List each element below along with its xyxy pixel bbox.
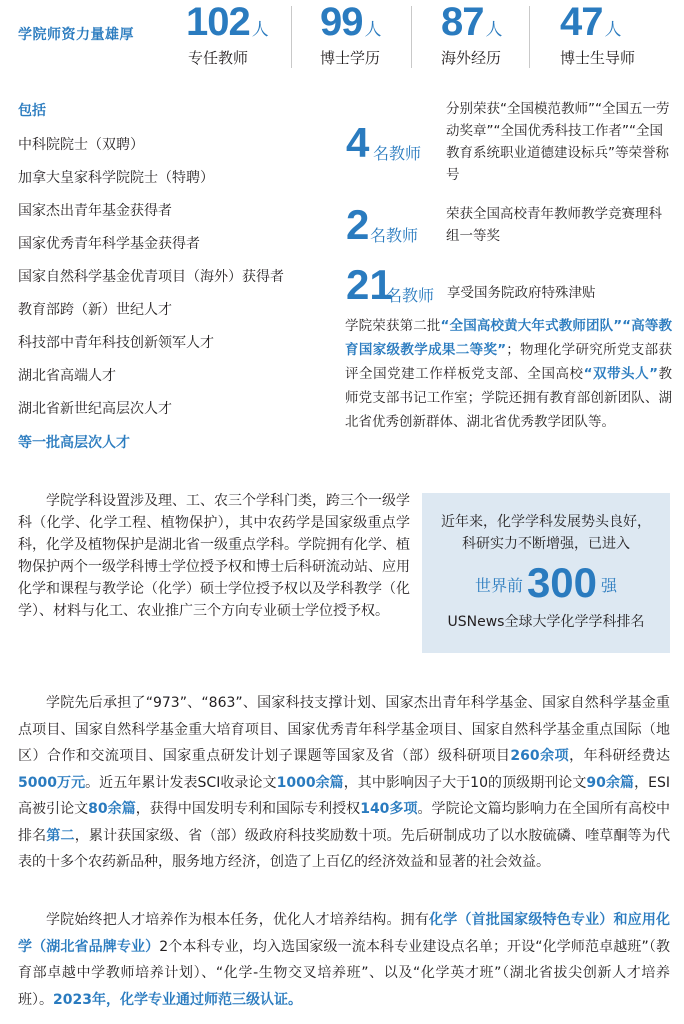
- text-run: 2个本科专业，均入选国家级一流本科专业建设点名单；开设“化学师范卓越班”（教育部卓越中学教师培养计划）、“化学-生物交叉培养班”、以及“化学英才班”（湖北省拔尖创新人才培养班）。: [18, 938, 670, 1008]
- stat-label: 海外经历: [441, 49, 502, 67]
- talent-list-footer: 等一批高层次人才: [18, 435, 130, 451]
- ranking-line-2: 科研实力不断增强，已进入: [462, 536, 630, 552]
- stat-unit: 人: [251, 20, 269, 40]
- highlight-certification: 2023年，化学专业通过师范三级认证。: [53, 991, 302, 1008]
- text-run: 学院先后承担了“973”、“863”、国家科技支撑计划、国家杰出青年科学基金、国家自然科学基金重点项目、国家自然科学基金重大培育项目、国家优秀青年科学基金项目、国家自然科学基金重点国际（地区）合作和交流项目、国家重点研发计划子课题等国家及省（部）级科研项目: [18, 695, 670, 764]
- highlight-ranking: 第二: [46, 827, 75, 844]
- honor-description: 享受国务院政府特殊津贴: [447, 285, 596, 301]
- text-run: ，ESI高被引论文: [18, 774, 670, 817]
- list-item: 国家杰出青年基金获得者: [18, 203, 172, 219]
- text-run: 。近五年累计发表SCI收录论文: [85, 774, 277, 791]
- list-item: 中科院院士（双聘）: [18, 137, 144, 153]
- stat-label: 专任教师: [188, 49, 249, 67]
- text-run: 。学院论文篇均影响力在全国所有高校中排名: [18, 801, 671, 844]
- stat-value: 102: [186, 0, 250, 44]
- highlight-esi: 80余篇: [88, 801, 136, 817]
- stat-value: 99: [320, 0, 363, 44]
- highlight-projects: 260余项: [510, 748, 570, 764]
- honor-count: 21: [346, 261, 393, 308]
- list-item: 科技部中青年科技创新领军人才: [18, 335, 214, 351]
- list-item: 教育部跨（新）世纪人才: [18, 302, 172, 318]
- honor-count: 2: [346, 201, 370, 248]
- text-run: 教师党支部书记工作室；学院还拥有教育部创新团队、湖北省优秀创新群体、湖北省优秀教学团队等。: [345, 366, 673, 430]
- research-paragraph: [18, 690, 670, 876]
- talent-list: [18, 135, 338, 432]
- stat-divider: [411, 6, 412, 68]
- honor-unit: 名教师: [386, 286, 435, 305]
- ranking-highlight: [422, 559, 670, 607]
- text-run: ，获得中国发明专利和国际专利授权: [135, 801, 361, 817]
- highlight-double-leader: “双带头人”: [583, 366, 658, 382]
- stat-unit: 人: [604, 20, 622, 40]
- list-item: 湖北省高端人才: [18, 368, 116, 384]
- honor-count: 4: [346, 119, 370, 166]
- highlight-sci-papers: 1000余篇: [276, 774, 344, 791]
- honor-unit: 名教师: [370, 226, 419, 245]
- stat-value: 47: [560, 0, 603, 44]
- highlight-team-award: “全国高校黄大年式教师团队”“高等教育国家级教学成果二等奖”: [345, 318, 672, 358]
- text-run: ，累计获国家级、省（部）级政府科技奖励数十项。先后研制成功了以水胺硫磷、喹草酮等为代表的十多个农药新品种，服务地方经济，创造了上百亿的经济效益和显著的社会效益。: [18, 827, 671, 870]
- highlight-patents: 140多项: [360, 801, 418, 817]
- stat-divider: [291, 6, 292, 68]
- list-item: 国家自然科学基金优青项目（海外）获得者: [18, 269, 284, 285]
- ranking-suffix: 强: [601, 576, 618, 595]
- list-item: 国家优秀青年科学基金获得者: [18, 236, 200, 252]
- text-run: 学院荣获第二批: [345, 318, 441, 334]
- stats-heading: 学院师资力量雄厚: [18, 27, 134, 43]
- ranking-source: USNews全球大学化学学科排名: [447, 614, 645, 630]
- text-run: 学院始终把人才培养作为根本任务，优化人才培养结构。拥有: [46, 912, 430, 928]
- stat-label: 博士学历: [320, 49, 381, 67]
- ranking-line-1: 近年来，化学学科发展势头良好，: [441, 514, 651, 530]
- honors-paragraph: [345, 314, 672, 434]
- highlight-funding: 5000万元: [18, 774, 86, 791]
- discipline-paragraph: 学院学科设置涉及理、工、农三个学科门类，跨三个一级学科（化学、化学工程、植物保护），其中农药学是国家级重点学科，化学及植物保护是湖北省一级重点学科。学院拥有化学、植物保护两个一级学科博士学位授予权和博士后科研流动站、应用化学和课程与教学论（化学）硕士学位授予权以及学科教学（化学）、材料与化工、农业推广三个方向专业硕士学位授予权。: [18, 493, 410, 619]
- ranking-prefix: 世界前: [474, 576, 523, 595]
- text-run: ，其中影响因子大于10的顶级期刊论文: [343, 774, 587, 791]
- text-run: ；物理化学研究所党支部获评全国党建工作样板党支部、全国高校: [345, 342, 672, 382]
- honor-description: 荣获全国高校青年教师教学竞赛理科组一等奖: [446, 206, 662, 244]
- stat-unit: 人: [485, 20, 503, 40]
- honor-unit: 名教师: [373, 144, 422, 163]
- list-item: 湖北省新世纪高层次人才: [18, 401, 172, 417]
- list-item: 加拿大皇家科学院院士（特聘）: [18, 170, 214, 186]
- highlight-majors: 化学（首批国家级特色专业）和应用化学（湖北省品牌专业）: [18, 912, 671, 955]
- stat-divider: [529, 6, 530, 68]
- ranking-number: 300: [526, 559, 598, 606]
- highlight-top-journal: 90余篇: [586, 774, 635, 791]
- honor-description: 分别荣获“全国模范教师”“全国五一劳动奖章”“全国优秀科技工作者”“全国教育系统职业道德建设标兵”等荣誉称号: [446, 101, 670, 183]
- stat-value: 87: [441, 0, 484, 44]
- talent-list-heading: 包括: [18, 103, 46, 119]
- ranking-box: [422, 493, 670, 653]
- stat-unit: 人: [364, 20, 382, 40]
- teaching-paragraph: [18, 907, 670, 1013]
- stat-label: 博士生导师: [560, 49, 636, 67]
- text-run: ，年科研经费达: [569, 748, 671, 764]
